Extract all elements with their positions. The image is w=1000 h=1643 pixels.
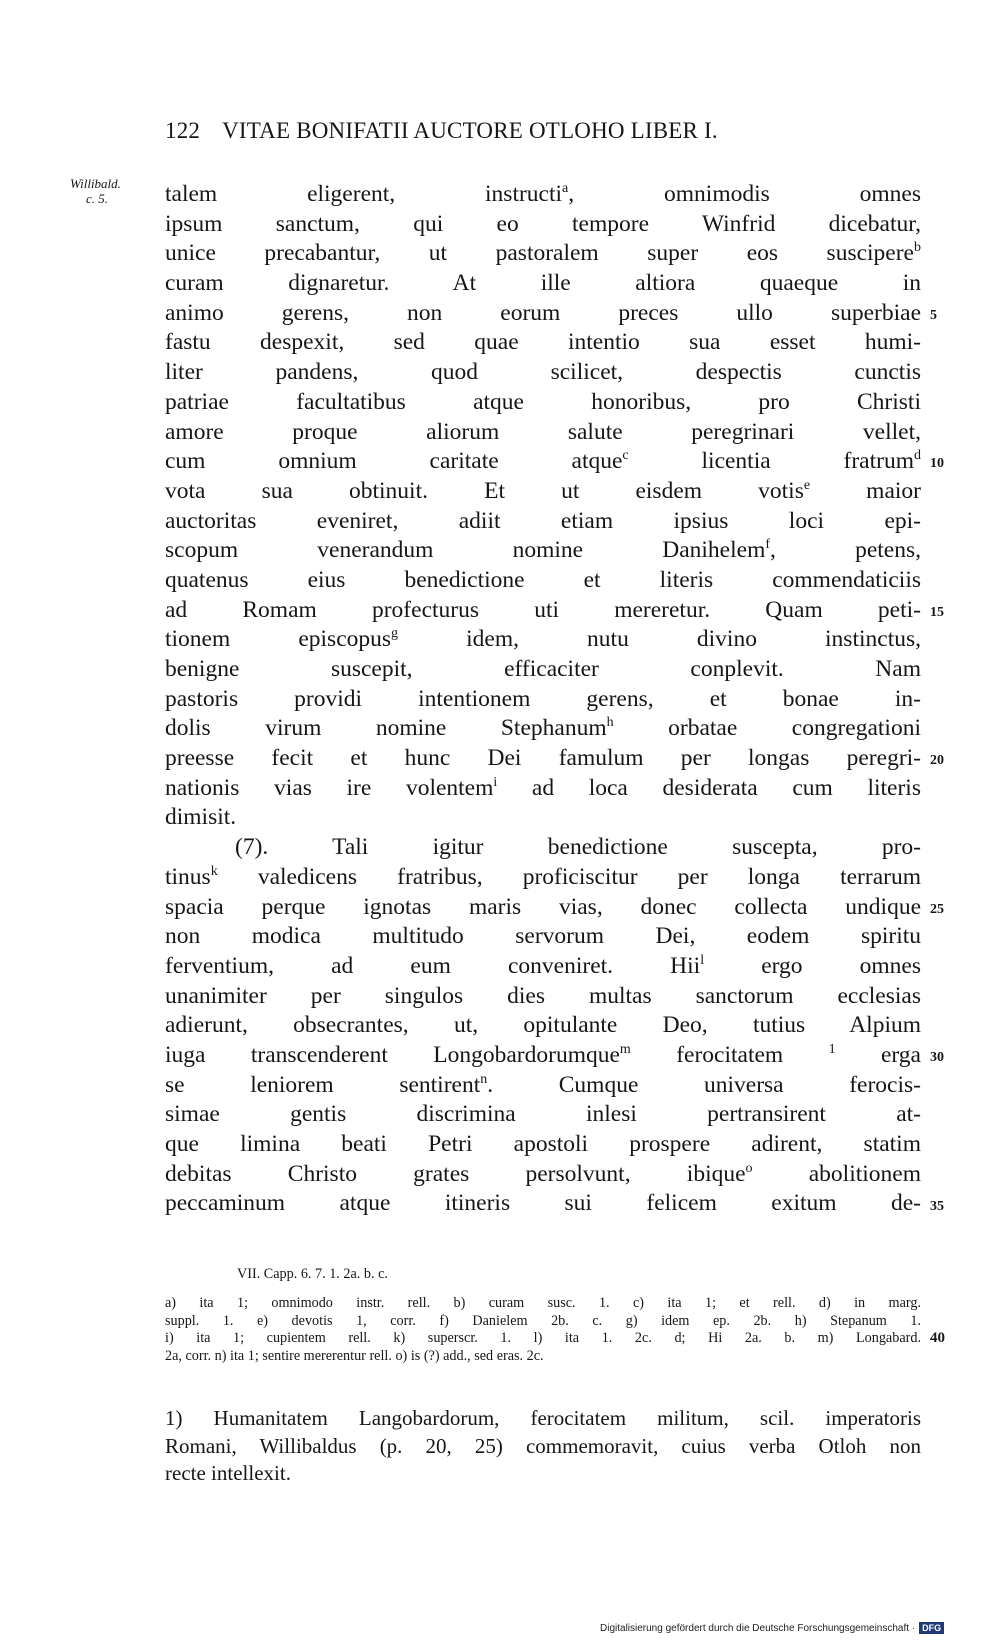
text-line xyxy=(165,744,921,774)
apparatus-notes xyxy=(165,1295,921,1365)
text-segment: ergo omnes xyxy=(704,952,922,979)
note-marker: g xyxy=(391,626,399,642)
text-segment: unanimiter per singulos dies multas sanctorum ecclesias xyxy=(165,982,921,1009)
text-segment: amore proque aliorum salute peregrinari vellet, xyxy=(165,418,921,445)
sidenote-chapter: c. 5. xyxy=(86,191,109,206)
text-segment: se leniorem sentirent xyxy=(165,1071,481,1098)
text-segment: simae gentis discrimina inlesi pertransirent at- xyxy=(165,1101,921,1128)
text-line xyxy=(165,952,921,982)
text-line xyxy=(165,180,921,210)
critical-apparatus xyxy=(165,1266,945,1365)
text-line xyxy=(165,388,921,418)
text-line xyxy=(165,982,921,1012)
text-segment: ipsum sanctum, qui eo tempore Winfrid dicebatur, xyxy=(165,210,921,237)
source-sidenote xyxy=(70,176,160,206)
text-line xyxy=(165,922,921,952)
text-line xyxy=(165,685,921,715)
text-segment: iuga transcenderent Longobardorumque xyxy=(165,1041,620,1068)
line-number-40: 40 xyxy=(930,1330,945,1346)
note-marker: e xyxy=(803,477,811,493)
text-segment: benigne suscepit, efficaciter conplevit. Nam xyxy=(165,656,921,682)
line-number: 25 xyxy=(930,901,944,917)
note-marker: b xyxy=(914,240,921,256)
text-segment: liter pandens, quod scilicet, despectis cunctis xyxy=(165,359,921,386)
text-segment: idem, nutu divino instinctus, xyxy=(398,626,921,653)
text-line xyxy=(165,1100,921,1130)
text-line xyxy=(165,625,921,655)
note-marker: h xyxy=(606,715,614,731)
text-line xyxy=(165,269,921,299)
text-segment: (7). Tali igitur benedictione suscepta, pro- xyxy=(235,834,921,861)
text-segment: vota sua obtinuit. Et ut eisdem votis xyxy=(165,477,804,504)
text-line xyxy=(165,210,921,240)
line-number: 15 xyxy=(930,604,944,620)
line-number: 35 xyxy=(930,1198,944,1214)
text-segment: unice precabantur, ut pastoralem super eos suscipere xyxy=(165,240,914,267)
line-number: 20 xyxy=(930,753,944,769)
text-segment: ad loca desiderata cum literis xyxy=(497,774,921,801)
apparatus-codices: VII. Capp. 6. 7. 1. 2a. b. c. xyxy=(237,1266,388,1282)
text-segment: non modica multitudo servorum Dei, eodem spiritu xyxy=(165,923,921,950)
text-segment: spacia perque ignotas maris vias, donec collecta undique xyxy=(165,893,921,920)
text-segment: curam dignaretur. At ille altiora quaeque in xyxy=(165,270,921,297)
text-line xyxy=(165,536,921,566)
text-line xyxy=(165,655,921,685)
footnote-line: recte intellexit. xyxy=(165,1461,291,1485)
note-marker: i xyxy=(493,774,498,790)
text-segment: tinus xyxy=(165,863,211,890)
text-line xyxy=(165,418,921,448)
text-line xyxy=(165,1071,921,1101)
text-line xyxy=(165,774,921,804)
note-marker: o xyxy=(745,1160,753,1176)
text-segment: que limina beati Petri apostoli prospere adirent, statim xyxy=(165,1131,921,1157)
text-segment: , petens, xyxy=(770,537,921,564)
note-marker: l xyxy=(700,952,705,968)
text-segment: tionem episcopus xyxy=(165,626,392,653)
running-header xyxy=(165,118,718,144)
text-segment: orbatae congregationi xyxy=(613,715,921,742)
note-marker: a xyxy=(562,181,569,196)
note-marker: f xyxy=(765,537,771,553)
dfg-logo: DFG xyxy=(919,1622,944,1634)
text-line xyxy=(165,477,921,507)
text-line xyxy=(165,803,921,833)
note-marker: m xyxy=(619,1041,631,1057)
text-line xyxy=(165,507,921,537)
apparatus-line: suppl. 1. e) devotis 1, corr. f) Danielem 2b. c. g) idem ep. 2b. h) Stepanum 1. xyxy=(165,1312,921,1329)
footer-text: Digitalisierung gefördert durch die Deutsche Forschungsgemeinschaft · xyxy=(600,1623,916,1634)
apparatus-line: 2a, corr. n) ita 1; sentire mererentur rell. o) is (?) add., sed eras. 2c. xyxy=(165,1347,544,1364)
digitization-footer xyxy=(600,1622,944,1634)
apparatus-line: i) ita 1; cupientem rell. k) superscr. 1. l) ita 1. 2c. d; Hi 2a. b. m) Longabard. xyxy=(165,1330,921,1347)
line-number: 10 xyxy=(930,456,944,472)
text-line xyxy=(165,596,921,626)
footnote xyxy=(165,1405,921,1488)
text-segment: , omnimodis omnes xyxy=(568,181,921,207)
text-segment: quatenus eius benedictione et literis commendaticiis xyxy=(165,566,921,593)
apparatus-line: a) ita 1; omnimodo instr. rell. b) curam susc. 1. c) ita 1; et rell. d) in marg. xyxy=(165,1295,921,1311)
text-line xyxy=(165,239,921,269)
text-segment: nationis vias ire volentem xyxy=(165,774,494,801)
text-line xyxy=(165,566,921,596)
text-line xyxy=(165,1041,921,1071)
text-segment: maior xyxy=(810,477,921,504)
text-segment: licentia fratrum xyxy=(628,448,914,475)
text-segment: adierunt, obsecrantes, ut, opitulante Deo, tutius Alpium xyxy=(165,1012,921,1039)
text-line xyxy=(165,1160,921,1190)
text-line xyxy=(165,1130,921,1160)
main-text-block xyxy=(165,180,921,1219)
text-segment: dolis virum nomine Stephanum xyxy=(165,715,607,742)
text-segment: debitas Christo grates persolvunt, ibique xyxy=(165,1160,746,1187)
text-line xyxy=(165,1189,921,1219)
text-line xyxy=(165,328,921,358)
footnote-line: 1) Humanitatem Langobardorum, ferocitatem militum, scil. imperatoris xyxy=(165,1406,921,1430)
text-segment: patriae facultatibus atque honoribus, pro Christi xyxy=(165,388,921,415)
text-line xyxy=(165,893,921,923)
text-segment: . Cumque universa ferocis- xyxy=(487,1071,921,1098)
sidenote-source: Willibald. xyxy=(70,176,121,191)
text-segment: valedicens fratribus, proficiscitur per longa terrarum xyxy=(217,863,921,890)
text-segment: scopum venerandum nomine Danihelem xyxy=(165,537,766,564)
text-segment: peccaminum atque itineris sui felicem exitum de- xyxy=(165,1190,921,1217)
line-number: 5 xyxy=(930,307,937,323)
text-line xyxy=(165,1011,921,1041)
text-segment: erga xyxy=(835,1041,921,1068)
text-segment: ferventium, ad eum conveniret. Hii xyxy=(165,952,701,979)
page-number: 122 xyxy=(165,118,201,143)
line-number: 30 xyxy=(930,1050,944,1066)
text-segment: fastu despexit, sed quae intentio sua esset humi- xyxy=(165,329,921,356)
text-segment: talem eligerent, instructi xyxy=(165,181,563,207)
text-segment: auctoritas eveniret, adiit etiam ipsius loci epi- xyxy=(165,507,921,534)
text-line xyxy=(165,447,921,477)
note-marker: n xyxy=(480,1071,488,1087)
footnote-line: Romani, Willibaldus (p. 20, 25) commemoravit, cuius verba Otloh non xyxy=(165,1433,921,1458)
text-line xyxy=(165,863,921,893)
note-marker: d xyxy=(914,448,921,464)
text-segment: pastoris providi intentionem gerens, et bonae in- xyxy=(165,685,921,712)
text-segment: animo gerens, non eorum preces ullo superbiae xyxy=(165,299,921,326)
note-marker: 1 xyxy=(828,1041,836,1057)
text-line xyxy=(165,299,921,329)
text-segment: ad Romam profecturus uti mereretur. Quam peti- xyxy=(165,596,921,623)
text-line xyxy=(165,358,921,388)
text-segment: cum omnium caritate atque xyxy=(165,448,623,475)
text-line xyxy=(165,714,921,744)
text-line xyxy=(165,833,921,863)
note-marker: k xyxy=(210,863,218,879)
text-segment: preesse fecit et hunc Dei famulum per longas peregri- xyxy=(165,745,921,772)
text-segment: ferocitatem xyxy=(630,1041,829,1068)
running-title: VITAE BONIFATII AUCTORE OTLOHO LIBER I. xyxy=(222,118,718,143)
text-segment: abolitionem xyxy=(752,1160,921,1187)
text-segment: dimisit. xyxy=(165,804,237,831)
note-marker: c xyxy=(622,448,629,464)
